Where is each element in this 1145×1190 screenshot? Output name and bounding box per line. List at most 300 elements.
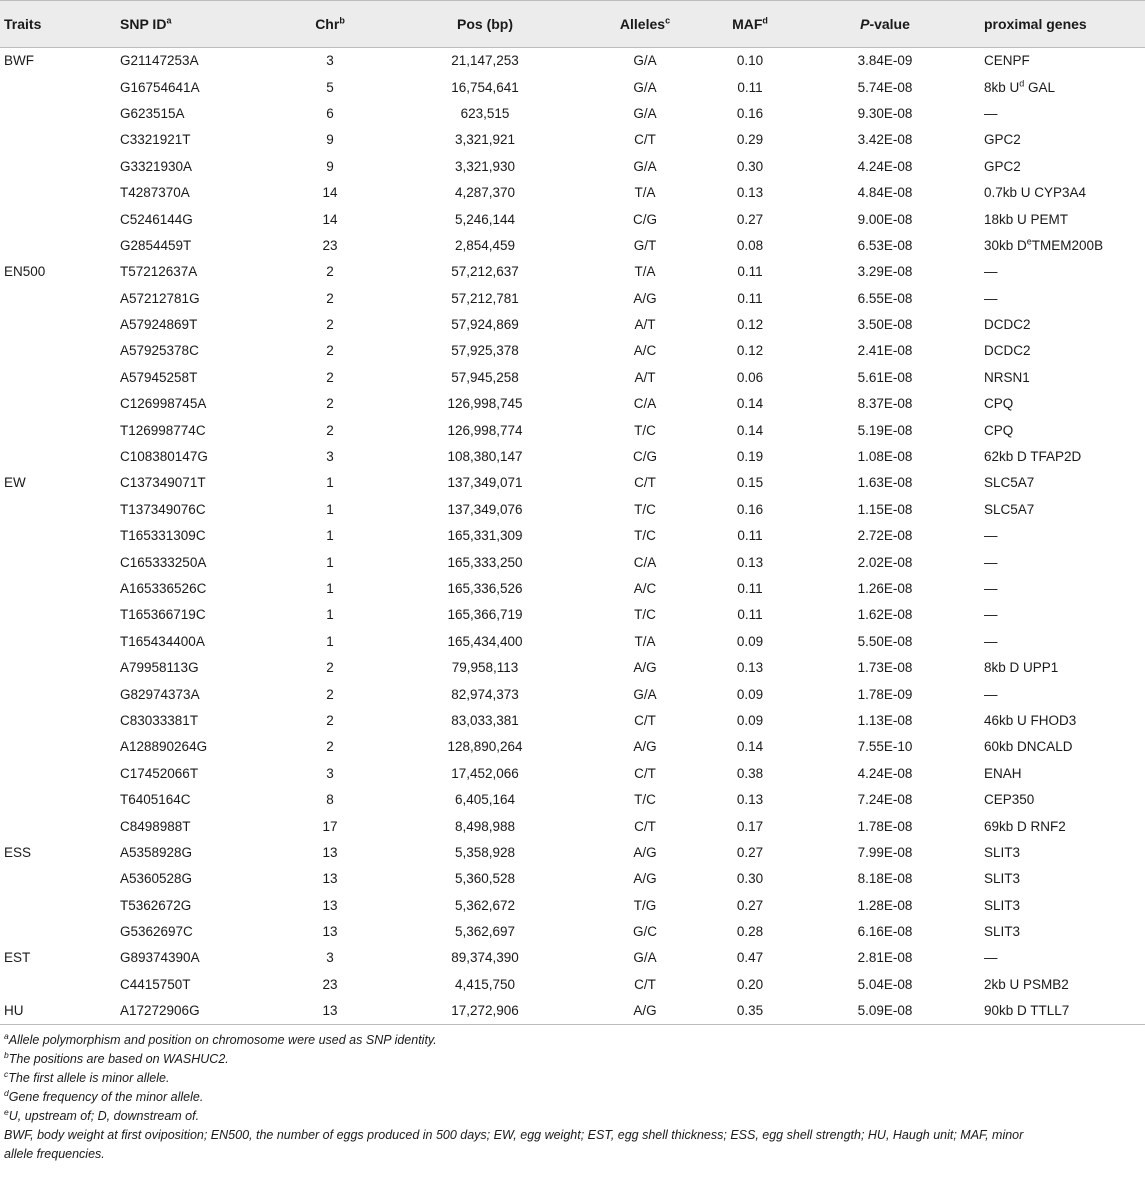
header-maf: MAF$^d$ xyxy=(710,1,790,48)
cell-chr: 2 xyxy=(326,422,334,438)
cell-alleles: A/T xyxy=(634,369,656,385)
cell-chr: 2 xyxy=(326,343,334,359)
cell-trait xyxy=(0,286,120,312)
cell-alleles: G/A xyxy=(633,158,657,174)
cell-snp-id: T4287370A xyxy=(120,185,190,201)
cell-trait xyxy=(0,734,120,760)
table-row xyxy=(0,972,1145,998)
cell-maf: 0.09 xyxy=(736,712,764,728)
cell-alleles: A/G xyxy=(633,290,657,306)
cell-chr: 14 xyxy=(322,211,338,227)
cell-pos: 83,033,381 xyxy=(451,712,519,728)
cell-snp-id: C108380147G xyxy=(120,449,208,465)
table-row xyxy=(0,813,1145,839)
table-row xyxy=(0,233,1145,259)
cell-trait xyxy=(0,338,120,364)
cell-maf: 0.12 xyxy=(736,317,764,333)
cell-snp-id: C165333250A xyxy=(120,554,207,570)
cell-trait xyxy=(0,127,120,153)
table-row xyxy=(0,391,1145,417)
cell-chr: 6 xyxy=(326,105,334,121)
cell-proximal-gene: SLIT3 xyxy=(984,897,1021,913)
cell-trait xyxy=(0,365,120,391)
cell-pos: 21,147,253 xyxy=(451,53,519,69)
cell-pvalue: 1.26E-08 xyxy=(857,581,913,596)
cell-snp-id: G16754641A xyxy=(120,79,200,95)
table-row xyxy=(0,444,1145,470)
cell-trait xyxy=(0,417,120,443)
cell-pvalue: 1.62E-08 xyxy=(857,607,913,623)
cell-alleles: A/G xyxy=(633,739,657,755)
cell-pos: 108,380,147 xyxy=(447,449,523,465)
cell-pvalue: 7.55E-10 xyxy=(857,739,913,755)
cell-alleles: G/A xyxy=(633,53,657,69)
cell-proximal-gene: CPQ xyxy=(984,396,1014,412)
cell-pvalue: 5.61E-08 xyxy=(857,369,913,385)
cell-pvalue: 5.04E-08 xyxy=(857,976,913,992)
cell-snp-id: A57924869T xyxy=(120,317,198,333)
cell-alleles: T/C xyxy=(634,607,656,623)
cell-pos: 89,374,390 xyxy=(451,950,519,966)
cell-proximal-gene: 90kb D TTLL7 xyxy=(980,998,1145,1025)
cell-pvalue: 8.18E-08 xyxy=(857,871,913,887)
cell-maf: 0.16 xyxy=(736,501,764,517)
cell-pvalue: 2.41E-08 xyxy=(857,343,913,359)
cell-chr: 2 xyxy=(326,396,334,412)
cell-snp-id: T5362672G xyxy=(120,897,192,913)
cell-pos: 57,924,869 xyxy=(451,317,519,333)
cell-alleles: A/G xyxy=(633,844,657,860)
cell-maf: 0.27 xyxy=(736,844,764,860)
cell-proximal-gene: CEP350 xyxy=(984,792,1035,808)
cell-pvalue: 1.73E-08 xyxy=(857,660,913,676)
cell-maf: 0.30 xyxy=(736,158,764,174)
cell-chr: 23 xyxy=(322,237,338,253)
cell-snp-id: T165434400A xyxy=(120,633,205,649)
cell-proximal-gene: — xyxy=(984,633,998,649)
cell-proximal-gene: GPC2 xyxy=(984,132,1021,148)
cell-maf: 0.30 xyxy=(736,871,764,887)
table-row xyxy=(0,259,1145,285)
table-body xyxy=(0,48,1145,1025)
cell-trait xyxy=(0,761,120,787)
cell-pvalue: 4.84E-08 xyxy=(857,185,913,201)
footnote-a: $^a$Allele polymorphism and position on chromosome were used as SNP identity. xyxy=(4,1031,437,1048)
cell-trait xyxy=(0,523,120,549)
cell-chr: 2 xyxy=(326,369,334,385)
table-row xyxy=(0,74,1145,100)
table-row xyxy=(0,787,1145,813)
cell-pos: 82,974,373 xyxy=(451,686,519,702)
table-row xyxy=(0,893,1145,919)
cell-maf: 0.19 xyxy=(736,449,764,465)
cell-alleles: G/A xyxy=(633,950,657,966)
cell-pos: 128,890,264 xyxy=(447,739,523,755)
cell-pvalue: 6.55E-08 xyxy=(857,290,913,306)
cell-alleles: A/C xyxy=(633,581,657,596)
cell-trait xyxy=(0,681,120,707)
cell-maf: 0.16 xyxy=(736,105,764,121)
cell-proximal-gene: SLC5A7 xyxy=(984,475,1035,491)
cell-maf: 0.35 xyxy=(710,998,790,1025)
cell-chr: 1 xyxy=(326,633,334,649)
table-row xyxy=(0,286,1145,312)
cell-snp-id: G2854459T xyxy=(120,237,192,253)
cell-snp-id: G82974373A xyxy=(120,686,200,702)
table-row xyxy=(0,206,1145,232)
table-footnotes xyxy=(0,1031,1145,1164)
cell-snp-id: G3321930A xyxy=(120,158,193,174)
cell-proximal-gene: 69kb D RNF2 xyxy=(984,818,1066,834)
cell-alleles: T/C xyxy=(634,528,656,544)
cell-proximal-gene: — xyxy=(984,290,998,306)
table-row xyxy=(0,312,1145,338)
cell-maf: 0.09 xyxy=(736,633,764,649)
table-row xyxy=(0,549,1145,575)
table-row xyxy=(0,840,1145,866)
cell-maf: 0.08 xyxy=(736,237,764,253)
cell-proximal-gene: — xyxy=(984,581,998,596)
cell-snp-id: C83033381T xyxy=(120,712,199,728)
cell-alleles: T/C xyxy=(634,501,656,517)
cell-trait xyxy=(0,497,120,523)
cell-alleles: T/A xyxy=(634,185,656,201)
cell-trait xyxy=(0,972,120,998)
cell-snp-id: G5362697C xyxy=(120,924,193,940)
cell-chr: 13 xyxy=(322,844,338,860)
cell-proximal-gene: NRSN1 xyxy=(984,369,1030,385)
table-row xyxy=(0,470,1145,496)
cell-pos: 137,349,076 xyxy=(447,501,523,517)
footnote-c: $^c$The first allele is minor allele. xyxy=(4,1069,170,1086)
cell-proximal-gene: 18kb U PEMT xyxy=(984,211,1069,227)
abbreviations-note: allele frequencies. xyxy=(4,1147,105,1162)
cell-pos: 165,333,250 xyxy=(447,554,523,570)
cell-pvalue: 3.84E-09 xyxy=(857,53,913,69)
cell-pos: 6,405,164 xyxy=(454,792,516,808)
cell-pos: 5,362,672 xyxy=(454,897,516,913)
table-row xyxy=(0,154,1145,180)
cell-pvalue: 1.78E-08 xyxy=(857,818,913,834)
cell-snp-id: C5246144G xyxy=(120,211,193,227)
header-pos: Pos (bp) xyxy=(390,1,580,48)
table-row xyxy=(0,576,1145,602)
table-row xyxy=(0,127,1145,153)
cell-alleles: G/A xyxy=(633,105,657,121)
cell-chr: 3 xyxy=(326,449,334,465)
cell-maf: 0.13 xyxy=(736,554,764,570)
cell-trait: BWF xyxy=(4,53,34,69)
cell-snp-id: G89374390A xyxy=(120,950,200,966)
cell-alleles: C/A xyxy=(633,396,657,412)
cell-alleles: A/G xyxy=(633,660,657,676)
cell-pos: 2,854,459 xyxy=(454,237,516,253)
cell-trait xyxy=(0,708,120,734)
cell-pvalue: 9.30E-08 xyxy=(857,105,913,121)
cell-trait: ESS xyxy=(4,844,32,860)
cell-maf: 0.14 xyxy=(736,422,764,438)
cell-chr: 1 xyxy=(326,607,334,623)
cell-pos: 3,321,930 xyxy=(454,158,516,174)
cell-snp-id: A5358928G xyxy=(120,844,193,860)
cell-pvalue: 1.08E-08 xyxy=(857,449,913,465)
cell-pvalue: 9.00E-08 xyxy=(857,211,913,227)
cell-trait xyxy=(0,154,120,180)
cell-trait xyxy=(0,893,120,919)
cell-chr: 8 xyxy=(326,792,334,808)
cell-pos: 4,287,370 xyxy=(454,185,516,201)
cell-proximal-gene: CENPF xyxy=(984,53,1030,69)
table-row xyxy=(0,655,1145,681)
cell-alleles: C/T xyxy=(634,976,656,992)
cell-pos: 57,925,378 xyxy=(451,343,519,359)
cell-pvalue: 1.13E-08 xyxy=(857,712,913,728)
cell-maf: 0.27 xyxy=(736,211,764,227)
cell-maf: 0.17 xyxy=(736,818,764,834)
cell-alleles: C/T xyxy=(634,132,656,148)
cell-snp-id: G623515A xyxy=(120,105,185,121)
cell-proximal-gene: SLIT3 xyxy=(984,844,1021,860)
table-row xyxy=(0,602,1145,628)
cell-trait xyxy=(0,813,120,839)
cell-chr: 1 xyxy=(326,581,334,596)
cell-proximal-gene: 8kb D UPP1 xyxy=(984,660,1059,676)
cell-pvalue: 6.53E-08 xyxy=(857,237,913,253)
cell-maf: 0.10 xyxy=(736,53,764,69)
cell-pvalue: 1.78E-09 xyxy=(857,686,913,702)
cell-trait xyxy=(0,233,120,259)
cell-chr: 2 xyxy=(326,660,334,676)
cell-proximal-gene: SLIT3 xyxy=(984,871,1021,887)
cell-chr: 3 xyxy=(326,53,334,69)
cell-snp-id: T57212637A xyxy=(120,264,198,280)
table-row xyxy=(0,48,1145,75)
cell-maf: 0.38 xyxy=(736,765,764,781)
cell-trait xyxy=(0,549,120,575)
cell-trait: HU xyxy=(0,998,120,1025)
cell-alleles: C/T xyxy=(634,818,656,834)
header-chr: Chr$^b$ xyxy=(270,1,390,48)
table-row xyxy=(0,998,1145,1025)
cell-proximal-gene: 2kb U PSMB2 xyxy=(984,976,1069,992)
cell-maf: 0.47 xyxy=(736,950,764,966)
cell-proximal-gene: 60kb DNCALD xyxy=(984,739,1073,755)
cell-snp-id: A57212781G xyxy=(120,290,200,306)
cell-snp-id: C4415750T xyxy=(120,976,191,992)
cell-chr: 14 xyxy=(322,185,338,201)
cell-snp-id: A17272906G xyxy=(120,998,270,1025)
cell-maf: 0.14 xyxy=(736,739,764,755)
cell-snp-id: T6405164C xyxy=(120,792,191,808)
cell-chr: 2 xyxy=(326,686,334,702)
cell-proximal-gene: SLIT3 xyxy=(984,924,1021,940)
cell-maf: 0.14 xyxy=(736,396,764,412)
cell-maf: 0.20 xyxy=(736,976,764,992)
cell-chr: 1 xyxy=(326,528,334,544)
cell-maf: 0.29 xyxy=(736,132,764,148)
cell-proximal-gene: — xyxy=(984,264,998,280)
cell-pos: 79,958,113 xyxy=(451,660,519,676)
cell-chr: 13 xyxy=(322,924,338,940)
cell-maf: 0.15 xyxy=(736,475,764,491)
table-row xyxy=(0,523,1145,549)
cell-pos: 3,321,921 xyxy=(454,132,516,148)
cell-pos: 623,515 xyxy=(460,105,510,121)
cell-chr: 13 xyxy=(322,871,338,887)
cell-chr: 1 xyxy=(326,501,334,517)
cell-chr: 2 xyxy=(326,712,334,728)
cell-alleles: T/C xyxy=(634,422,656,438)
cell-pvalue: 6.16E-08 xyxy=(857,924,913,940)
cell-maf: 0.11 xyxy=(737,264,763,280)
cell-proximal-gene: 62kb D TFAP2D xyxy=(984,449,1082,465)
cell-pvalue: 4.24E-08 xyxy=(857,158,913,174)
cell-proximal-gene: — xyxy=(984,686,998,702)
cell-pvalue: 5.09E-08 xyxy=(790,998,980,1025)
cell-chr: 1 xyxy=(326,554,334,570)
cell-alleles: C/G xyxy=(632,211,657,227)
cell-pos: 5,246,144 xyxy=(454,211,516,227)
cell-alleles: G/C xyxy=(632,924,657,940)
cell-maf: 0.11 xyxy=(737,290,763,306)
cell-snp-id: C126998745A xyxy=(120,396,207,412)
cell-pvalue: 1.28E-08 xyxy=(857,897,913,913)
cell-maf: 0.12 xyxy=(736,343,764,359)
cell-chr: 5 xyxy=(326,79,334,95)
cell-snp-id: A165336526C xyxy=(120,581,207,596)
cell-alleles: G/T xyxy=(633,237,657,253)
cell-proximal-gene: — xyxy=(984,554,998,570)
cell-pos: 165,366,719 xyxy=(447,607,523,623)
cell-pos: 17,452,066 xyxy=(451,765,519,781)
cell-snp-id: T137349076C xyxy=(120,501,206,517)
table-header-row xyxy=(0,1,1145,48)
cell-chr: 2 xyxy=(326,317,334,333)
cell-pvalue: 4.24E-08 xyxy=(857,765,913,781)
cell-maf: 0.06 xyxy=(736,369,764,385)
table-row xyxy=(0,338,1145,364)
cell-pos: 57,945,258 xyxy=(451,369,519,385)
footnote-d: $^d$Gene frequency of the minor allele. xyxy=(4,1088,204,1105)
cell-proximal-gene: 8kb $U^d$ GAL xyxy=(984,78,1056,95)
cell-pos: 8,498,988 xyxy=(454,818,516,834)
cell-chr: 2 xyxy=(326,739,334,755)
cell-pvalue: 3.42E-08 xyxy=(857,132,913,148)
cell-proximal-gene: ENAH xyxy=(984,765,1022,781)
cell-trait xyxy=(0,444,120,470)
table-row xyxy=(0,945,1145,971)
cell-alleles: T/A xyxy=(634,264,656,280)
cell-alleles: A/G xyxy=(633,871,657,887)
cell-pvalue: 1.15E-08 xyxy=(857,501,913,517)
abbreviations-note: BWF, body weight at first oviposition; EN500, the number of eggs produced in 500 days; EW, egg weight; EST, egg shell thickness; ESS, egg shell strength; HU, Haugh unit; MAF, minor xyxy=(4,1128,1024,1143)
cell-alleles: G/A xyxy=(633,686,657,702)
cell-snp-id: A79958113G xyxy=(120,660,199,676)
table-row xyxy=(0,101,1145,127)
cell-alleles: T/G xyxy=(633,897,657,913)
cell-trait xyxy=(0,602,120,628)
cell-trait xyxy=(0,180,120,206)
cell-maf: 0.11 xyxy=(737,581,763,596)
cell-proximal-gene: — xyxy=(984,607,998,623)
cell-pvalue: 7.99E-08 xyxy=(857,844,913,860)
cell-alleles: A/G xyxy=(580,998,710,1025)
table-row xyxy=(0,708,1145,734)
cell-pvalue: 1.63E-08 xyxy=(857,475,913,491)
table-row xyxy=(0,866,1145,892)
cell-proximal-gene: DCDC2 xyxy=(984,317,1031,333)
cell-maf: 0.11 xyxy=(737,607,763,623)
cell-trait xyxy=(0,866,120,892)
cell-pos: 126,998,745 xyxy=(447,396,523,412)
cell-proximal-gene: CPQ xyxy=(984,422,1014,438)
cell-alleles: G/A xyxy=(633,79,657,95)
cell-chr: 3 xyxy=(326,765,334,781)
cell-pos: 137,349,071 xyxy=(447,475,523,491)
table-row xyxy=(0,180,1145,206)
cell-trait xyxy=(0,787,120,813)
cell-trait: EN500 xyxy=(4,264,46,280)
header-proximal-genes: proximal genes xyxy=(980,1,1145,48)
cell-snp-id: G21147253A xyxy=(120,53,199,69)
cell-snp-id: C8498988T xyxy=(120,818,191,834)
cell-snp-id: A128890264G xyxy=(120,739,208,755)
cell-maf: 0.13 xyxy=(736,185,764,201)
cell-proximal-gene: 46kb U FHOD3 xyxy=(984,712,1077,728)
table-row xyxy=(0,629,1145,655)
cell-pvalue: 3.50E-08 xyxy=(857,317,913,333)
cell-pvalue: 2.81E-08 xyxy=(857,950,913,966)
header-traits: Traits xyxy=(0,1,120,48)
cell-alleles: A/T xyxy=(634,317,656,333)
cell-chr: 13 xyxy=(322,897,338,913)
cell-proximal-gene: 0.7kb U CYP3A4 xyxy=(984,185,1087,201)
cell-alleles: A/C xyxy=(633,343,657,359)
cell-maf: 0.13 xyxy=(736,792,764,808)
cell-snp-id: T165366719C xyxy=(120,607,206,623)
cell-pvalue: 5.74E-08 xyxy=(857,79,913,95)
cell-trait: EW xyxy=(4,475,26,491)
cell-maf: 0.11 xyxy=(737,528,763,544)
cell-maf: 0.13 xyxy=(736,660,764,676)
cell-pos: 57,212,781 xyxy=(451,290,519,306)
cell-chr: 23 xyxy=(322,976,338,992)
cell-snp-id: A5360528G xyxy=(120,871,193,887)
footnote-b: $^b$The positions are based on WASHUC2. xyxy=(4,1050,229,1067)
cell-alleles: C/T xyxy=(634,475,656,491)
cell-trait xyxy=(0,74,120,100)
cell-pos: 16,754,641 xyxy=(451,79,519,95)
cell-snp-id: A57925378C xyxy=(120,343,199,359)
cell-pvalue: 8.37E-08 xyxy=(857,396,913,412)
cell-trait: EST xyxy=(4,950,31,966)
cell-pvalue: 3.29E-08 xyxy=(857,264,913,280)
cell-alleles: C/A xyxy=(633,554,657,570)
cell-pos: 4,415,750 xyxy=(454,976,516,992)
table-row xyxy=(0,761,1145,787)
footnote-e: $^e$U, upstream of; D, downstream of. xyxy=(4,1107,200,1124)
cell-proximal-gene: SLC5A7 xyxy=(984,501,1035,517)
cell-pos: 57,212,637 xyxy=(451,264,519,280)
cell-trait xyxy=(0,391,120,417)
cell-maf: 0.27 xyxy=(736,897,764,913)
cell-pvalue: 2.02E-08 xyxy=(857,554,913,570)
cell-chr: 9 xyxy=(326,132,334,148)
cell-chr: 2 xyxy=(326,264,334,280)
cell-pvalue: 7.24E-08 xyxy=(857,792,913,808)
table-row xyxy=(0,734,1145,760)
cell-trait xyxy=(0,576,120,602)
